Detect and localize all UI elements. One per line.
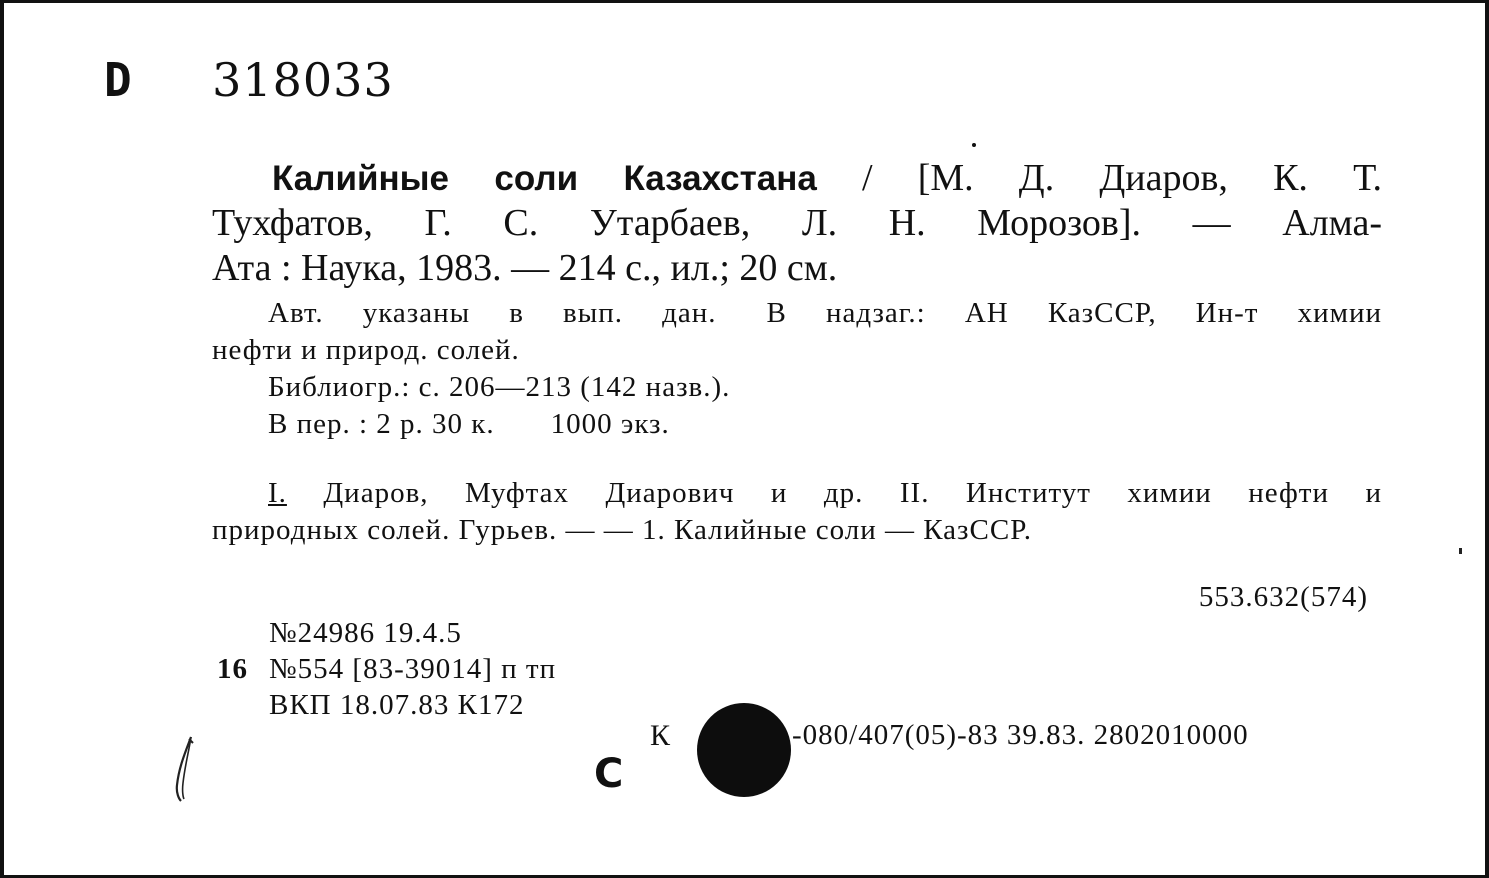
- call-number-prefix: D: [104, 53, 133, 107]
- accession-line-3: [217, 687, 556, 723]
- c-mark: С: [594, 751, 624, 797]
- entry-line-2: Тухфатов, Г. С. Утарбаев, Л. Н. Морозов]. — Алма-: [212, 202, 1382, 244]
- authors-note: Авт. указаны в вып. дан.: [268, 297, 717, 329]
- order-number: №554 [83-39014] п тп: [269, 653, 557, 685]
- tracings-block: [212, 475, 1382, 549]
- tracing-roman-one: I.: [268, 477, 287, 509]
- accession-block: [217, 615, 556, 723]
- isbn-code: -080/407(05)-83 39.83. 2802010000: [792, 719, 1249, 751]
- edge-speck: [1459, 548, 1462, 554]
- bibliographic-entry: [212, 156, 1382, 291]
- notes-block: [212, 295, 1382, 443]
- tracing-line-1-text: Диаров, Муфтах Диарович и др. II. Институт химии нефти и: [286, 477, 1382, 509]
- accession-line-1: [217, 615, 556, 651]
- speck: [972, 143, 976, 147]
- entry-authors-start: / [М. Д. Диаров, К. Т.: [816, 157, 1382, 199]
- tracing-line-1: [212, 475, 1382, 512]
- entry-line-3: Ата : Наука, 1983. — 214 с., ил.; 20 см.: [212, 247, 838, 289]
- handwritten-mark: [169, 733, 199, 803]
- print-run: 1000 экз.: [550, 408, 670, 440]
- heading-note: В надзаг.: АН КазССР, Ин-т химии: [766, 297, 1383, 329]
- accession-line-2: [217, 651, 556, 687]
- call-number-value: 318033: [212, 53, 394, 107]
- book-title: Калийные соли Казахстана: [272, 159, 817, 198]
- udc-code: 553.632(574): [1198, 581, 1368, 613]
- entry-line-1: [212, 156, 1382, 201]
- notes-line-1: [212, 295, 1382, 332]
- binding-price: В пер. : 2 р. 30 к.: [268, 408, 495, 440]
- call-number: [104, 53, 394, 107]
- accession-count: 16: [217, 653, 248, 685]
- notes-line-2: нефти и природ. солей.: [212, 334, 520, 366]
- bibliography-note: Библиогр.: с. 206—213 (142 назв.).: [268, 371, 731, 403]
- ink-blot: [697, 703, 791, 797]
- price-line: [212, 406, 1382, 443]
- vkp-stamp: ВКП 18.07.83 К172: [269, 689, 525, 721]
- isbn-k-letter: К: [650, 719, 671, 752]
- accession-number: №24986 19.4.5: [269, 617, 462, 649]
- tracing-line-2: природных солей. Гурьев. — — 1. Калийные соли — КазССР.: [212, 514, 1032, 546]
